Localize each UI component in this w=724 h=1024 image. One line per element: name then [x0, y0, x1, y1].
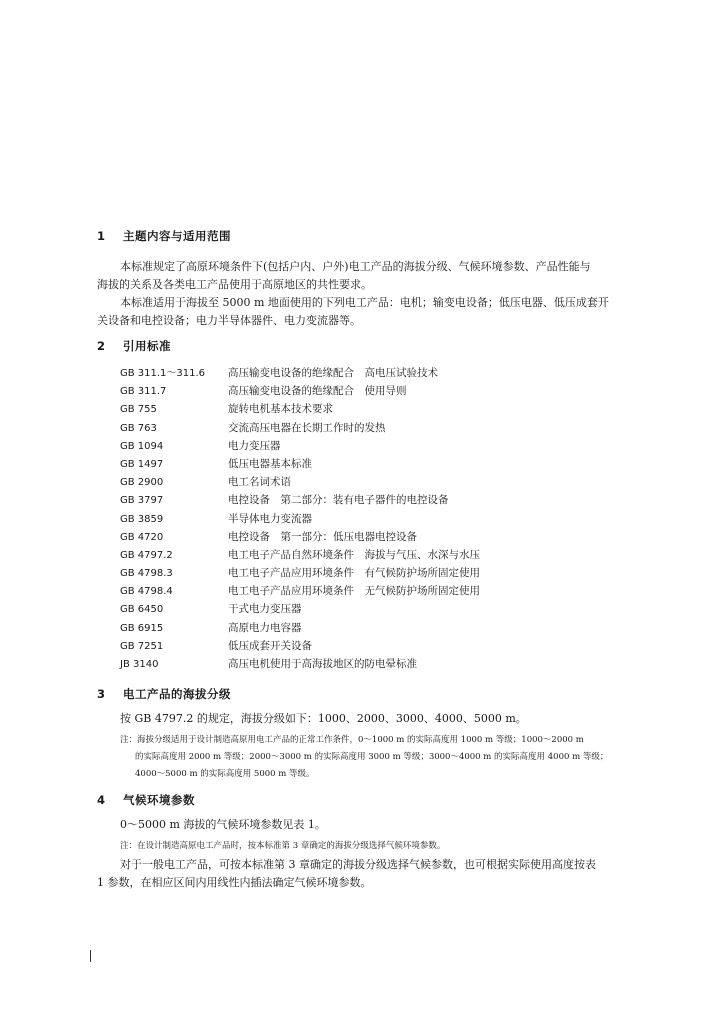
reference-item — [120, 419, 480, 437]
paragraph-line: 关设备和电控设备；电力半导体器件、电力变流器等。 — [97, 314, 361, 327]
reference-item — [120, 382, 480, 400]
reference-item — [120, 637, 480, 655]
reference-code: GB 1094 — [120, 440, 164, 452]
reference-item — [120, 564, 480, 582]
reference-title: 高原电力电容器 — [228, 621, 302, 634]
reference-code: GB 763 — [120, 422, 157, 434]
reference-code: GB 6450 — [120, 604, 164, 616]
paragraph-line: 本标准规定了高原环境条件下(包括户内、户外)电工产品的海拔分级、气候环境参数、产品性能与 — [120, 260, 591, 273]
reference-title: 交流高压电器在长期工作时的发热 — [228, 421, 386, 434]
reference-title: 电控设备 第一部分：低压电器电控设备 — [228, 530, 417, 543]
reference-title: 低压成套开关设备 — [228, 639, 312, 652]
reference-item — [120, 510, 480, 528]
section-title: 引用标准 — [123, 339, 171, 353]
paragraph-line: 1 参数，在相应区间内用线性内插法确定气候环境参数。 — [97, 876, 372, 889]
reference-item — [120, 364, 480, 382]
reference-title: 半导体电力变流器 — [228, 512, 312, 525]
reference-title: 低压电器基本标准 — [228, 457, 312, 470]
section-number: 2 — [97, 339, 106, 353]
reference-code: GB 4720 — [120, 531, 164, 543]
reference-title: 高压电机使用于高海拔地区的防电晕标准 — [228, 658, 417, 670]
reference-code: GB 3797 — [120, 495, 164, 507]
reference-title: 电工电子产品自然环境条件 海拔与气压、水深与水压 — [228, 548, 480, 561]
reference-title: 电工电子产品应用环境条件 有气候防护场所固定使用 — [228, 567, 480, 580]
paragraph-line: 海拔的关系及各类电工产品使用于高原地区的共性要求。 — [97, 278, 372, 291]
note-line: 4000～5000 m 的实际高度用 5000 m 等级。 — [135, 769, 315, 779]
reference-code: GB 2900 — [120, 477, 164, 489]
reference-item — [120, 455, 480, 473]
section-heading-3 — [97, 686, 231, 702]
reference-item — [120, 655, 480, 673]
reference-title: 电工名词术语 — [228, 476, 291, 489]
paragraph-line: 对于一般电工产品，可按本标准第 3 章确定的海拔分级选择气候参数，也可根据实际使用高度按表 — [120, 858, 596, 871]
section-title: 气候环境参数 — [123, 793, 195, 807]
section-number: 3 — [97, 687, 106, 701]
reference-title: 高压输变电设备的绝缘配合 使用导则 — [228, 385, 407, 398]
reference-title: 电力变压器 — [228, 439, 281, 452]
reference-item — [120, 491, 480, 509]
reference-list — [120, 364, 480, 673]
reference-item — [120, 546, 480, 564]
note-line: 的实际高度用 2000 m 等级；2000～3000 m 的实际高度用 3000 m 等级；3000～4000 m 的实际高度用 4000 m 等级； — [135, 752, 609, 762]
reference-title: 旋转电机基本技术要求 — [228, 403, 333, 416]
reference-title: 电工电子产品应用环境条件 无气候防护场所固定使用 — [228, 585, 480, 598]
reference-item — [120, 437, 480, 455]
paragraph-line: 按 GB 4797.2 的规定，海拔分级如下：1000、2000、3000、4000、5000 m。 — [120, 712, 527, 725]
reference-code: GB 311.1～311.6 — [120, 368, 206, 379]
reference-title: 高压输变电设备的绝缘配合 高电压试验技术 — [228, 367, 438, 379]
section-number: 1 — [97, 229, 106, 243]
reference-code: GB 3859 — [120, 513, 164, 525]
reference-code: GB 6915 — [120, 622, 164, 634]
reference-item — [120, 619, 480, 637]
margin-mark — [90, 950, 91, 962]
section-number: 4 — [97, 793, 106, 807]
reference-code: GB 4798.3 — [120, 568, 173, 580]
reference-title: 干式电力变压器 — [228, 603, 302, 616]
reference-code: GB 4798.4 — [120, 586, 173, 598]
reference-code: JB 3140 — [120, 659, 159, 670]
section-heading-4 — [97, 792, 195, 808]
reference-item — [120, 600, 480, 618]
reference-code: GB 311.7 — [120, 386, 167, 398]
section-heading-1 — [97, 228, 231, 244]
section-heading-2 — [97, 338, 171, 354]
note-line: 注：海拔分级适用于设计制造高原用电工产品的正常工作条件，0～1000 m 的实际高度用 1000 m 等级；1000～2000 m — [120, 735, 584, 745]
section-title: 主题内容与适用范围 — [123, 229, 231, 243]
reference-code: GB 4797.2 — [120, 549, 173, 561]
reference-code: GB 7251 — [120, 640, 164, 652]
reference-code: GB 755 — [120, 404, 157, 416]
reference-item — [120, 473, 480, 491]
reference-code: GB 1497 — [120, 458, 164, 470]
paragraph-line: 0～5000 m 海拔的气候环境参数见表 1。 — [120, 818, 326, 831]
reference-item — [120, 400, 480, 418]
note-line: 注：在设计制造高原电工产品时，按本标准第 3 章确定的海拔分级选择气候环境参数。 — [120, 841, 446, 851]
reference-title: 电控设备 第二部分：装有电子器件的电控设备 — [228, 494, 449, 507]
reference-item — [120, 528, 480, 546]
paragraph-line: 本标准适用于海拔至 5000 m 地面使用的下列电工产品：电机；输变电设备；低压电器、低压成套开 — [120, 296, 609, 309]
section-title: 电工产品的海拔分级 — [123, 687, 231, 701]
reference-item — [120, 582, 480, 600]
